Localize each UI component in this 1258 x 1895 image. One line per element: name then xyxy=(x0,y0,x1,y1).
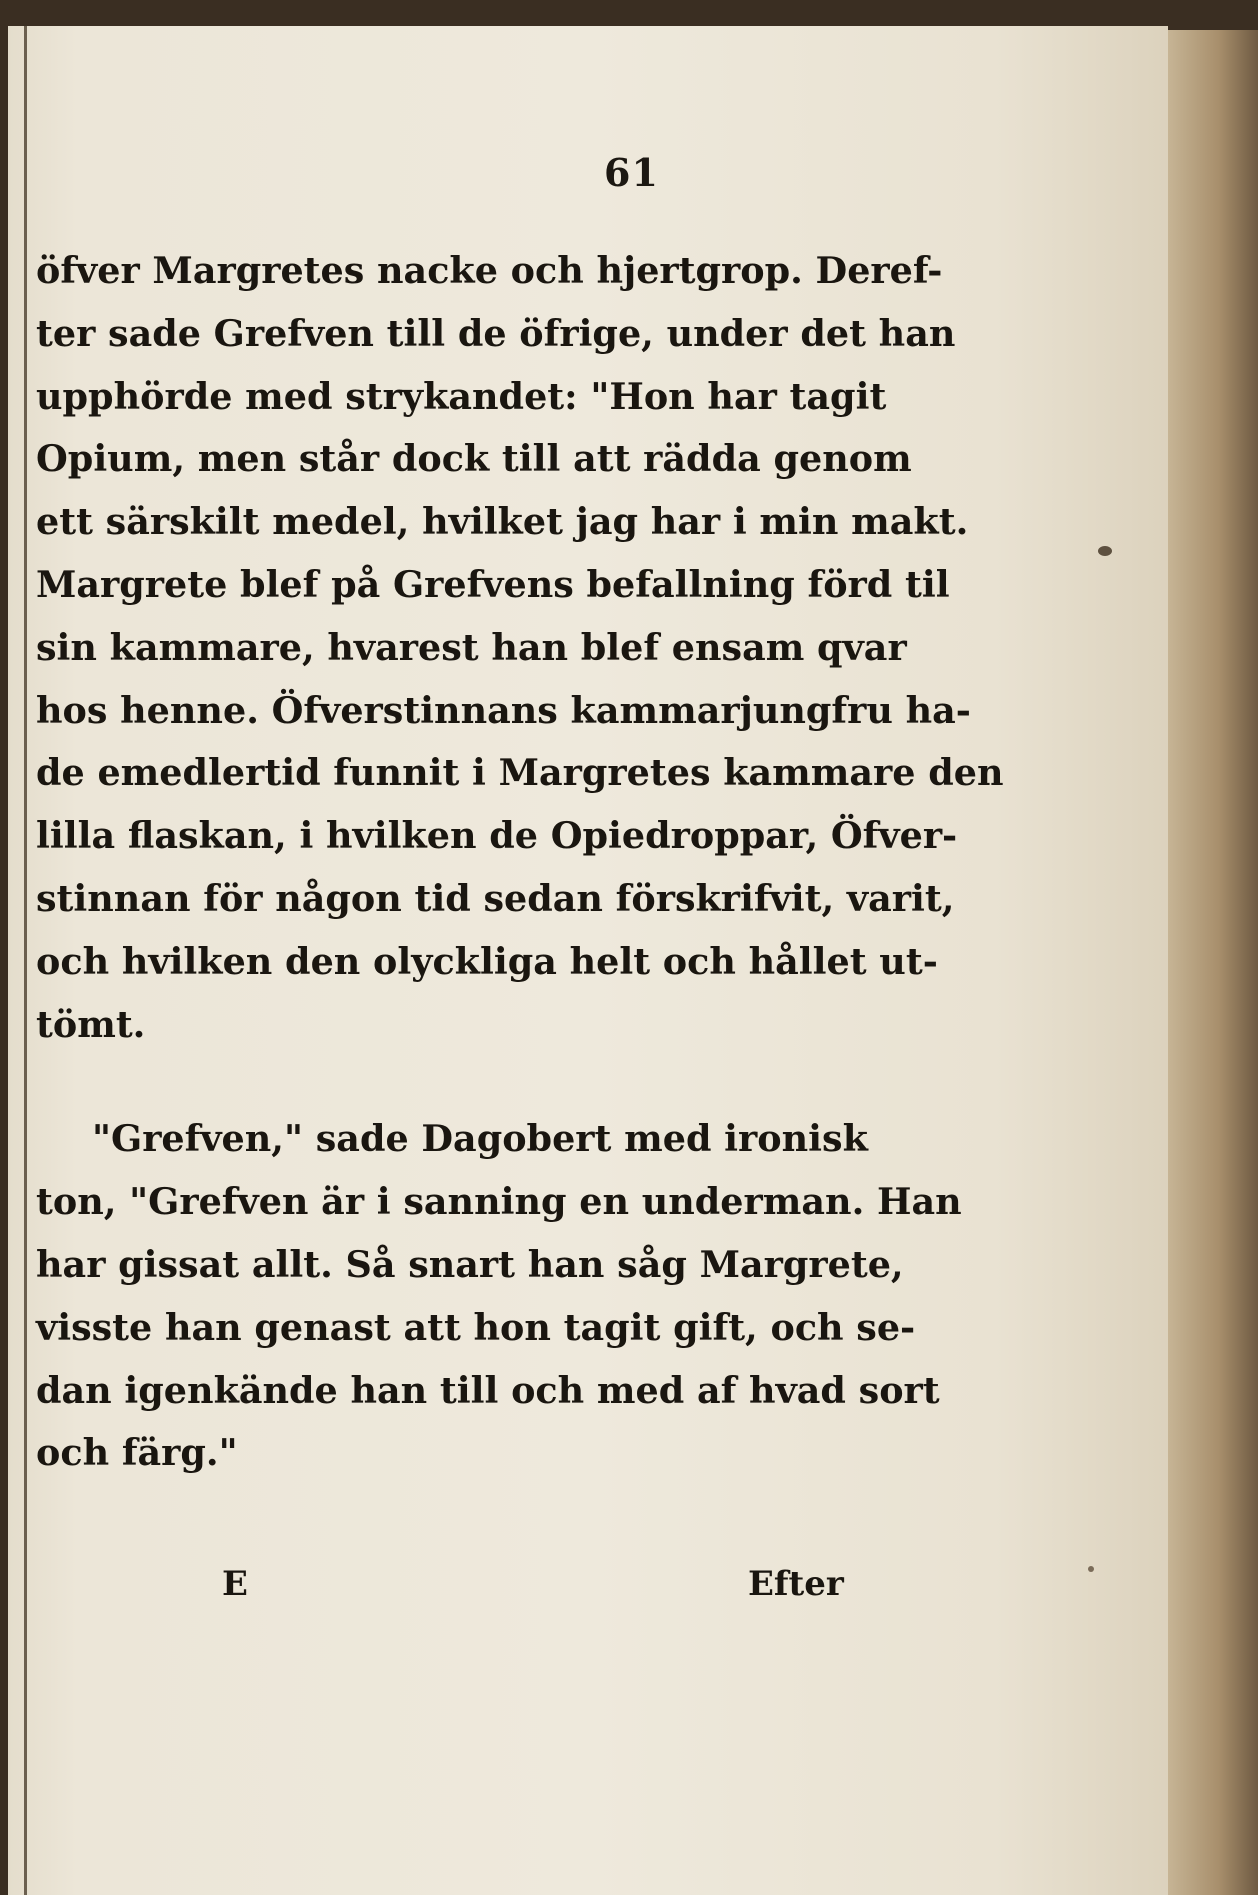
text-line: hos henne. Öfverstinnans kammarjungfru ha- xyxy=(36,688,971,732)
text-line: och färg." xyxy=(36,1431,238,1475)
text-line: ett särskilt medel, hvilket jag har i min makt. xyxy=(36,500,969,544)
paragraph-2 xyxy=(36,1108,962,1485)
body-text xyxy=(36,240,1004,1485)
text-line: och hvilken den olyckliga helt och hållet ut- xyxy=(36,939,938,983)
text-line: upphörde med strykandet: "Hon har tagit xyxy=(36,374,887,418)
paper-stain xyxy=(1088,1566,1094,1572)
text-line: stinnan för någon tid sedan förskrifvit, varit, xyxy=(36,876,955,920)
text-line: öfver Margretes nacke och hjertgrop. Deref- xyxy=(36,249,943,292)
text-line: ter sade Grefven till de öfrige, under det han xyxy=(36,311,956,355)
text-line: dan igenkände han till och med af hvad sort xyxy=(36,1368,940,1412)
paper-stain xyxy=(1098,546,1112,556)
text-line: tömt. xyxy=(36,1002,146,1046)
text-line: Margrete blef på Grefvens befallning förd til xyxy=(36,562,950,606)
text-line: visste han genast att hon tagit gift, och se- xyxy=(36,1305,916,1349)
text-line: "Grefven," sade Dagobert med ironisk xyxy=(92,1117,868,1161)
text-line: de emedlertid funnit i Margretes kammare den xyxy=(36,751,1004,795)
text-line: Opium, men står dock till att rädda genom xyxy=(36,437,912,481)
paragraph-1 xyxy=(36,240,1004,1056)
text-line: har gissat allt. Så snart han såg Margrete, xyxy=(36,1242,904,1286)
book-page xyxy=(8,26,1168,1895)
text-line: ton, "Grefven är i sanning en underman. Han xyxy=(36,1180,962,1224)
text-line: lilla flaskan, i hvilken de Opiedroppar, Öfver- xyxy=(36,814,958,858)
page-number: 61 xyxy=(604,150,659,195)
spine-line xyxy=(24,26,27,1895)
text-line: sin kammare, hvarest han blef ensam qvar xyxy=(36,625,907,669)
paragraph-gap xyxy=(36,1056,856,1108)
signature-mark: E xyxy=(222,1564,248,1604)
catchword: Efter xyxy=(748,1564,844,1604)
